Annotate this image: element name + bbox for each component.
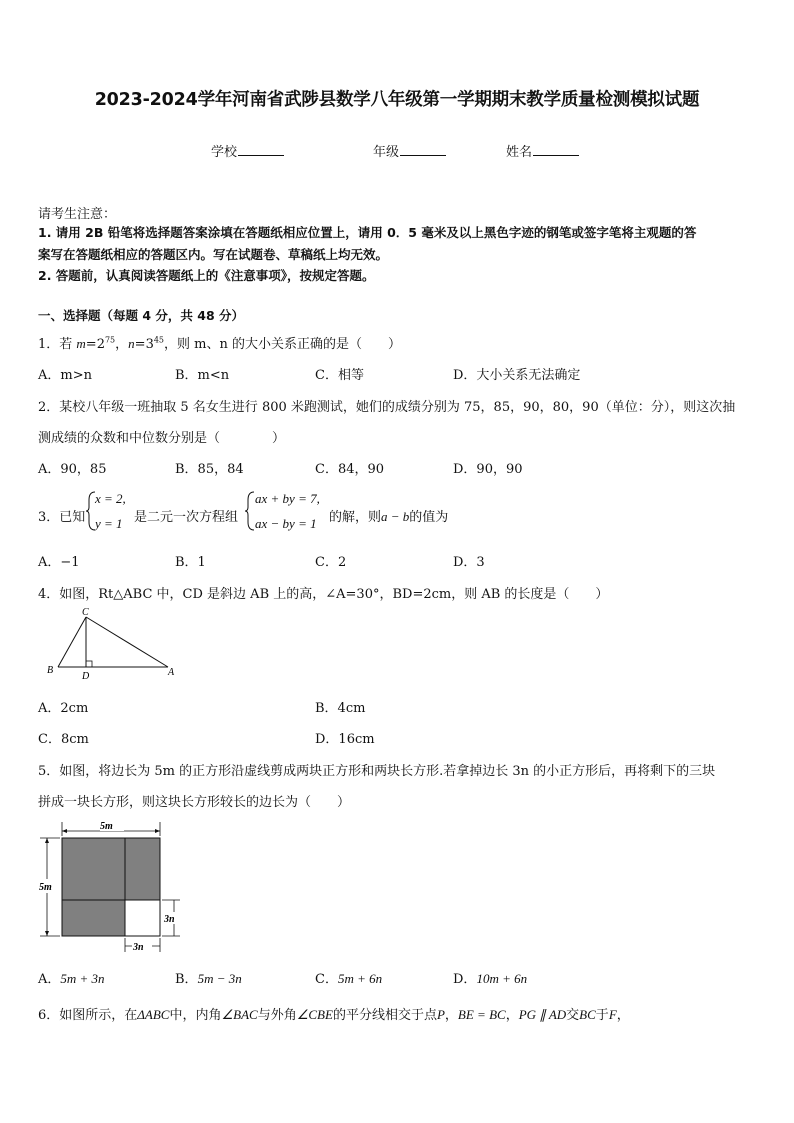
question-6: 6．如图所示，在ΔABC中，内角∠BAC与外角∠CBE的平分线相交于点P，BE = BC，PG ∥ AD交BC于F， bbox=[38, 1007, 630, 1023]
q4-triangle-figure bbox=[44, 603, 184, 683]
q5-option-a: A．5m + 3n bbox=[38, 971, 105, 987]
q4-label-c: C bbox=[82, 607, 89, 618]
grade-field: 年级 bbox=[373, 141, 446, 160]
q4-label-a: A bbox=[168, 667, 175, 678]
q1-option-b: B．m<n bbox=[175, 368, 230, 383]
question-3-suffix: 的解，则a − b的值为 bbox=[329, 509, 449, 525]
q5-option-d: D．10m + 6n bbox=[453, 971, 528, 987]
q5-left-dimension: 5m bbox=[39, 882, 52, 893]
q1-option-d: D．大小关系无法确定 bbox=[453, 368, 581, 383]
name-field: 姓名 bbox=[506, 141, 579, 160]
question-4: 4．如图，Rt△ABC 中，CD 是斜边 AB 上的高，∠A=30°，BD=2cm，则 AB 的长度是（ ） bbox=[38, 587, 609, 602]
q4-option-d: D．16cm bbox=[315, 732, 375, 747]
q3-value-x: x = 2, bbox=[95, 491, 126, 506]
q3-option-d: D．3 bbox=[453, 555, 485, 570]
notice-item-2: 2. 答题前，认真阅读答题纸上的《注意事项》，按规定答题。 bbox=[38, 268, 375, 283]
q4-option-c: C．8cm bbox=[38, 732, 89, 747]
notice-item-1b: 案写在答题纸相应的答题区内。写在试题卷、草稿纸上均无效。 bbox=[38, 247, 389, 262]
q3-option-a: A．−1 bbox=[38, 555, 80, 570]
q5-option-c: C．5m + 6n bbox=[315, 971, 383, 987]
q2-option-d: D．90，90 bbox=[453, 462, 523, 477]
q3-equation-2: ax − by = 1 bbox=[255, 516, 317, 531]
question-3-prefix: 3．已知 bbox=[38, 510, 86, 525]
question-2-line1: 2．某校八年级一班抽取 5 名女生进行 800 米跑测试，她们的成绩分别为 75，85，90，80，90（单位：分），则这次抽 bbox=[38, 400, 736, 415]
q2-option-b: B．85，84 bbox=[175, 462, 244, 477]
q5-square-figure bbox=[36, 816, 186, 956]
q3-equation-1: ax + by = 7, bbox=[255, 491, 320, 506]
q5-option-b: B．5m − 3n bbox=[175, 971, 242, 987]
q3-value-y: y = 1 bbox=[95, 516, 123, 531]
question-5-line2: 拼成一块长方形，则这块长方形较长的边长为（ ） bbox=[38, 795, 351, 810]
grade-blank bbox=[400, 143, 446, 156]
q4-option-a: A．2cm bbox=[38, 701, 89, 716]
question-3-middle: 是二元一次方程组 bbox=[134, 510, 239, 525]
q3-option-c: C．2 bbox=[315, 555, 347, 570]
q5-bottom-dimension: 3n bbox=[133, 942, 144, 953]
q1-option-c: C．相等 bbox=[315, 368, 364, 383]
q2-option-c: C．84，90 bbox=[315, 462, 385, 477]
q5-right-dimension: 3n bbox=[164, 914, 175, 925]
q4-label-d: D bbox=[82, 671, 90, 682]
notice-heading: 请考生注意： bbox=[38, 207, 117, 222]
exam-title: 2023-2024学年河南省武陟县数学八年级第一学期期末教学质量检测模拟试题 bbox=[94, 90, 700, 110]
question-2-line2: 测成绩的众数和中位数分别是（ ） bbox=[38, 431, 286, 446]
q1-option-a: A．m>n bbox=[38, 368, 92, 383]
q4-option-b: B．4cm bbox=[315, 701, 366, 716]
question-5-line1: 5．如图，将边长为 5m 的正方形沿虚线剪成两块正方形和两块长方形.若拿掉边长 3n 的小正方形后，再将剩下的三块 bbox=[38, 764, 716, 779]
q2-option-a: A．90，85 bbox=[38, 462, 107, 477]
notice-item-1a: 1. 请用 2B 铅笔将选择题答案涂填在答题纸相应位置上，请用 0．5 毫米及以上黑色字迹的钢笔或签字笔将主观题的答 bbox=[38, 225, 697, 240]
q5-top-dimension: 5m bbox=[100, 821, 113, 832]
name-blank bbox=[533, 143, 579, 156]
q4-label-b: B bbox=[47, 665, 54, 676]
section-heading: 一、选择题（每题 4 分，共 48 分） bbox=[38, 308, 245, 323]
school-blank bbox=[238, 143, 284, 156]
school-field: 学校 bbox=[211, 141, 284, 160]
question-1: 1．若 $m=2^{75}$，$n=3^{45}$，则 m、n 的大小关系正确的是（ ） bbox=[38, 335, 401, 352]
q3-option-b: B．1 bbox=[175, 555, 206, 570]
